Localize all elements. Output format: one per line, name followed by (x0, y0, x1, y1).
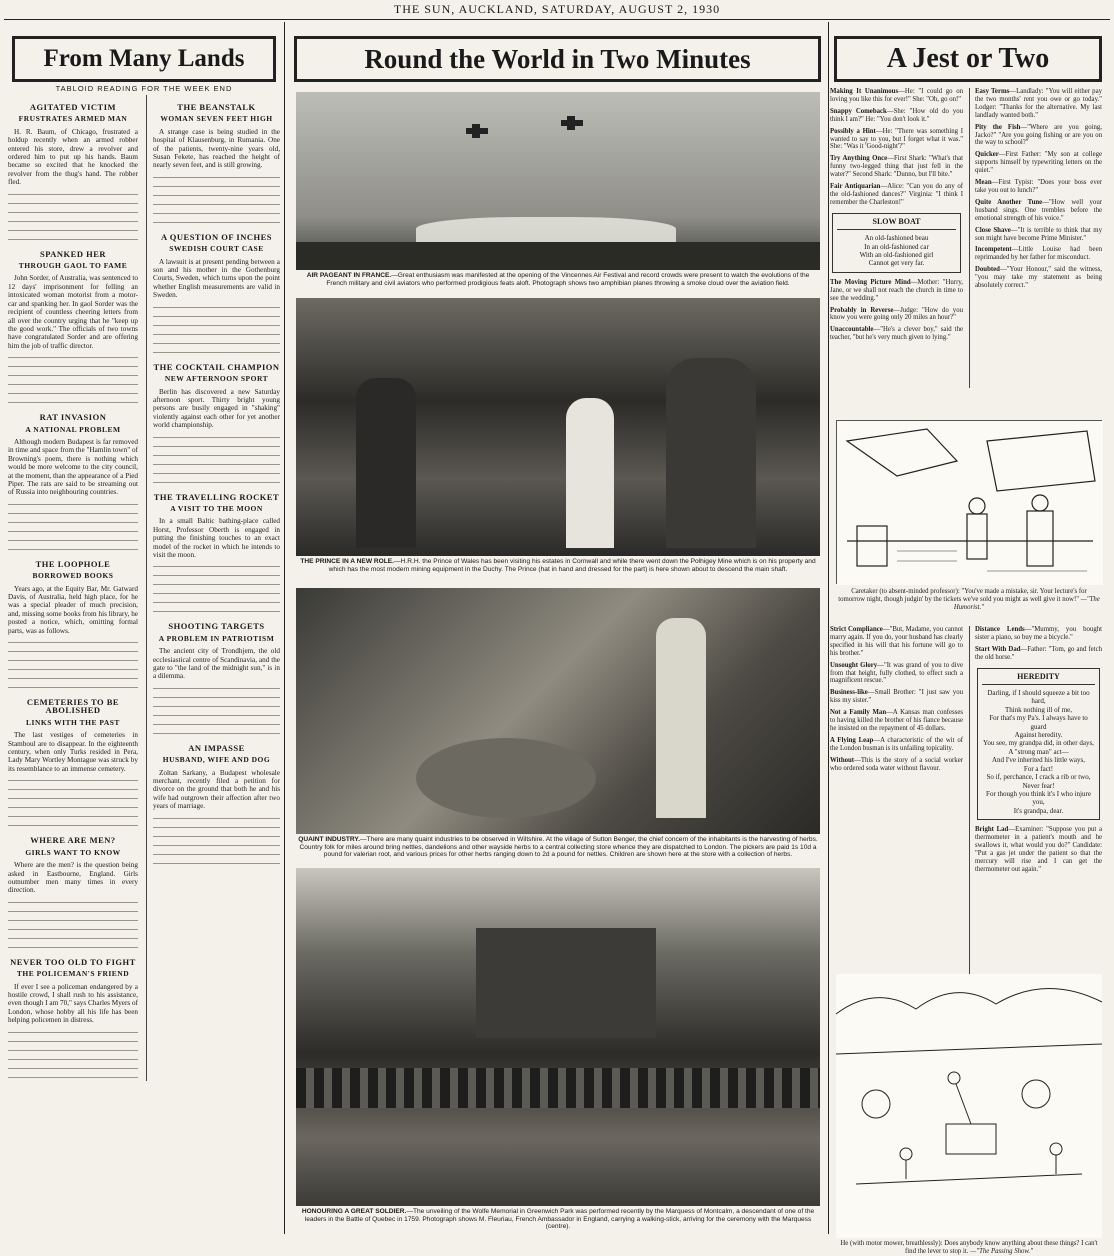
joke (975, 88, 1102, 120)
joke-title: Try Anything Once (830, 155, 888, 163)
text-line (8, 397, 138, 405)
joke (830, 155, 963, 179)
joke-title: Quite Another Tune (975, 198, 1043, 206)
article-headline: SPANKED HER (39, 248, 106, 259)
article-headline: SHOOTING TARGETS (168, 621, 265, 632)
text-line (8, 517, 138, 525)
article-subhead: FRUSTRATES ARMED MAN (18, 114, 128, 124)
poem-line: It's grandpa, dear. (1013, 806, 1064, 815)
text-line (153, 606, 280, 614)
text-line (153, 849, 280, 857)
from-many-lands-section (8, 22, 280, 1234)
article-text: Years ago, at the Equity Bar, Mr. Gatward Davis, of Australia, held high place, for he was a special pleader of much precision, and, missing some books from his library, he posted a notice, which, omitting formal parts, was as follows. (8, 584, 138, 635)
column-divider-2 (828, 22, 829, 1234)
joke-text: —A characteristic of the wit of the London busman is its unfailing topicality. (830, 736, 963, 752)
professor-cartoon-caption: Caretaker (to absent-minded professor): "You've made a mistake, sir. Your lecture's for tomorrow night, though judgin' by the tickets we've sold you might as well give it now!" —"The Humorist." (838, 588, 1100, 611)
article-headline: WHERE ARE MEN? (30, 835, 116, 846)
text-line (8, 897, 138, 905)
text-line (153, 570, 280, 578)
article-subhead: THE POLICEMAN'S FRIEND (16, 969, 130, 979)
text-line (153, 181, 280, 189)
joke-title: Without (830, 756, 855, 764)
poem-line: In an old-fashioned car (864, 242, 929, 251)
jokes-right (969, 88, 1102, 388)
joke (975, 124, 1102, 148)
great-soldier-caption: HONOURING A GREAT SOLDIER.—The unveiling of the Wolfe Memorial in Greenwich Park was performed recently by the Marquess of Montcalm, a descendant of one of the leaders in the Battle of Quebec in 1759. Photograph shows M. Fleuriau, French Ambassador in England, carrying a walking-stick, arriving for the ceremony with the Marquess (centre). (301, 1208, 815, 1231)
text-line (8, 535, 138, 543)
joke-text: —"How well your husband sings. One trembles before the emotional strength of his voice." (975, 198, 1102, 222)
joke-text: —First Shark: "What's that funny two-legged thing that just fell in the water?" Second Shark: "Dunno, but I'll bite." (830, 155, 964, 179)
text-line (153, 347, 280, 355)
article-text: John Sorder, of Australia, was sentenced to 12 days' imprisonment for felling an intoxicated woman motorist from a motor-car and spanking her. In gaol Sorder was the recipient of countless cheering letters from all over the country urging that he "keep up the good work." The officials of two towns have congratulated Sorder and are offering him the job of traffic director. (8, 274, 138, 350)
joke-text: —Mother: "Hurry, Jane, or we shall not reach the church in time to see the wedding." (830, 278, 963, 302)
text-line (153, 692, 280, 700)
great-soldier-photo (296, 868, 820, 1206)
article-text: Where are the men? is the question being asked in Eastbourne, England. Girls outnumber men many times in every direction. (8, 861, 138, 895)
text-line (153, 683, 280, 691)
joke (975, 227, 1102, 243)
joke-title: Making It Unanimous (830, 88, 899, 95)
article-text: A strange case is being studied in the hospital of Klausenburg, in Rumania. One of the patients, twenty-nine years old, Susan Fekete, has reached the height of nearly seven feet, and is still growing. (152, 127, 280, 170)
text-line (153, 311, 280, 319)
text-line (8, 352, 138, 360)
air-pageant-caption: AIR PAGEANT IN FRANCE.—Great enthusiasm was manifested at the opening of the Vincennes Air Festival and record crowds were present to watch the evolutions of the French military and civil aviators who performed prodigious feats aloft. Photograph shows two amphibian planes throwing a smoke cloud over the aviation field. (306, 272, 810, 287)
joke (975, 266, 1102, 290)
text-line (153, 579, 280, 587)
section-title: A Jest or Two (834, 36, 1102, 82)
text-line (8, 1054, 138, 1062)
prince-caption: THE PRINCE IN A NEW ROLE.—H.R.H. the Prince of Wales has been visiting his estates in Cornwall and while there went down the Polhigey Mine which is on his property and which has the most modern mining equipment in the Duchy. The Prince (hat in hand and dressed for the part) is here shown about to descend the main shaft. (300, 558, 816, 573)
text-line (8, 924, 138, 932)
joke-text: —"Your Honour," said the witness, "you may take my statement as being absolutely correct." (975, 266, 1102, 290)
joke-title: Unsought Glory (830, 661, 878, 669)
jokes-left (830, 88, 963, 388)
text-line (153, 190, 280, 198)
poem-line: A "strong man" act— (1008, 747, 1069, 756)
text-line (153, 329, 280, 337)
joke-text: —Examiner: "Suppose you put a thermometer in a patient's mouth and he swallows it, what would you do?" Candidate: "Put a gas jet under the patient so that the mercury will rise and I can get the thermometer out again." (975, 826, 1102, 873)
jest-or-two-section (830, 22, 1106, 1255)
article-text: Although modern Budapest is far removed in time and space from the "Hamlin town" of Browning's poem, there is nothing which would be more welcome to the city council, at the moment, than the appearance of a Pied Piper. The rats are said to be streaming out of Russia into neighbouring countries. (8, 437, 138, 497)
text-line (153, 561, 280, 569)
text-line (8, 1072, 138, 1080)
text-line (8, 673, 138, 681)
joke (830, 108, 963, 124)
joke-text: —A Kansas man confesses to having killed the brother of his fiance because he insisted on the repayment of 45 dollars. (830, 709, 963, 732)
joke-text: —She: "How old do you think I am?" He: "You don't look it." (830, 107, 963, 123)
text-line (8, 508, 138, 516)
text-line (8, 526, 138, 534)
quaint-industry-photo (296, 588, 820, 834)
text-line (153, 588, 280, 596)
joke-title: Possibly a Hint (830, 127, 876, 135)
text-line (153, 822, 280, 830)
article-headline: THE LOOPHOLE (35, 558, 111, 569)
text-line (153, 338, 280, 346)
article-subhead: A PROBLEM IN PATRIOTISM (158, 633, 275, 643)
motor-mower-cartoon (836, 974, 1102, 1238)
joke-text: —This is the story of a social worker who ordered soda water without flavour. (830, 756, 963, 772)
joke (830, 626, 963, 658)
article-text: A lawsuit is at present pending between a son and his mother in the Gothenburg Courts, Sweden, which turns upon the point whether English measurements are valid in Sweden. (152, 257, 280, 300)
joke-title: Easy Terms (975, 88, 1010, 95)
article-text: The ancient city of Trondhjem, the old ecclesiastical centre of Scandinavia, and the gate to "the land of the midnight sun," is in a dilemma. (152, 647, 280, 681)
round-the-world-section (290, 22, 825, 1234)
joke-text: —"Where are you going, Jacko?" "Are you going fishing or are you on the way to school?" (975, 123, 1102, 147)
text-line (8, 499, 138, 507)
joke (975, 246, 1102, 262)
joke (830, 662, 963, 686)
joke-title: Doubted (975, 266, 1000, 274)
text-line (8, 207, 138, 215)
poem-line: And I've inherited his little ways, (991, 756, 1086, 765)
text-line (8, 234, 138, 242)
text-line (153, 710, 280, 718)
joke-title: The Moving Picture Mind (830, 278, 911, 286)
article-headline: THE COCKTAIL CHAMPION (153, 361, 280, 372)
text-line (153, 459, 280, 467)
joke (830, 737, 963, 753)
poem-line: Never fear! (1022, 781, 1055, 790)
article-headline: CEMETERIES TO BE ABOLISHED (26, 697, 120, 716)
poem-line: Against heredity. (1014, 731, 1063, 740)
text-line (153, 840, 280, 848)
text-line (8, 1027, 138, 1035)
article-headline: THE BEANSTALK (177, 102, 256, 112)
text-line (153, 813, 280, 821)
poem-line: For though you think it's I who injure you, (986, 789, 1091, 807)
poem-line: Think nothing ill of me, (1004, 705, 1073, 714)
poem-line: You see, my grandpa did, in other days, (983, 739, 1094, 748)
section-tagline: TABLOID READING FOR THE WEEK END (55, 84, 233, 93)
joke-text: —Landlady: "You will either pay the two months' rent you owe or go today." Lodger: "Thanks for the alternative. My last landlady wanted both." (975, 88, 1102, 119)
masthead: THE SUN, AUCKLAND, SATURDAY, AUGUST 2, 1930 (393, 2, 721, 16)
joke (830, 128, 963, 152)
prince-of-wales-photo (296, 298, 820, 556)
text-line (8, 370, 138, 378)
text-line (153, 208, 280, 216)
joke-title: A Flying Leap (830, 736, 874, 744)
text-line (153, 701, 280, 709)
joke-text: —Judge: "How do you know you were going only 20 miles an hour?" (830, 306, 964, 322)
joke-title: Start With Dad (975, 645, 1021, 653)
text-line (8, 915, 138, 923)
text-line (8, 906, 138, 914)
text-line (153, 597, 280, 605)
joke (830, 183, 963, 207)
joke-title: Snappy Comeback (830, 107, 887, 115)
joke-text: —He: "There was something I wanted to say to you, but I forget what it was." She: "Was it 'Good-night'?" (830, 127, 963, 151)
text-line (8, 1063, 138, 1071)
text-line (153, 468, 280, 476)
joke (830, 689, 963, 705)
joke-text: —"It was grand of you to dive from that height, fully clothed, to effect such a magnificent rescue." (830, 661, 963, 685)
joke-title: Quicker (975, 151, 999, 159)
text-line (153, 441, 280, 449)
joke-title: Distance Lends (975, 626, 1025, 633)
joke-title: Strict Compliance (830, 626, 883, 633)
text-line (8, 544, 138, 552)
poem-line: With an old-fashioned girl (859, 251, 934, 259)
text-line (8, 682, 138, 690)
joke-text: —"It is terrible to think that my son might have become Prime Minister." (975, 226, 1102, 242)
text-line (8, 637, 138, 645)
article-text: In a small Baltic bathing-place called Horst, Professor Oberth is engaged in putting the finishing touches to an exact model of the rocket in which he intends to visit the moon. (152, 517, 280, 559)
text-line (8, 802, 138, 810)
joke (830, 88, 963, 104)
article-headline: AGITATED VICTIM (29, 102, 117, 112)
poem-line: For a fact! (1023, 764, 1054, 773)
text-line (153, 831, 280, 839)
text-line (153, 320, 280, 328)
article-headline: THE TRAVELLING ROCKET (153, 491, 280, 502)
text-line (8, 388, 138, 396)
text-line (153, 199, 280, 207)
heredity-poem: HEREDITY Darling, if I should squeeze a bit too hard, Think nothing ill of me, For that's my Pa's. I always have to guard Against heredity. You see, my grandpa did, in other days, A "strong man" act— And I've inherited his little ways, For a fact! So if, perchance, I crack a rib or two, Never fear! For though you think it's I who injure you, It's grandpa, dear. (977, 668, 1100, 821)
quaint-industry-caption: QUAINT INDUSTRY.—There are many quaint industries to be observed in Wiltshire. At the village of Sutton Benger, the chief concern of the inhabitants is the harvesting of herbs. Country folk for miles around bring nettles, dandelions and other wayside herbs to a central collecting store whence they are dispatched to London. The pickers are paid 1s 10d a pound for valerian root, and various prices for other herbs ranging down to 2d a pound for nettles. Children are shown here at the store with a collection of herbs. (298, 836, 818, 859)
text-line (8, 820, 138, 828)
joke (830, 709, 963, 733)
joke (975, 626, 1102, 642)
text-line (153, 450, 280, 458)
joke-title: Incompetent (975, 246, 1012, 254)
text-line (8, 933, 138, 941)
article-subhead: WOMAN SEVEN FEET HIGH (160, 114, 273, 124)
joke-text: —Alice: "Can you do any of the old-fashioned dances?" Virginia: "I think I remember the Charleston!" (830, 183, 963, 206)
joke-text: —Little Louise had been reprimanded by her father for misconduct. (975, 246, 1102, 262)
article-text: H. R. Baum, of Chicago, frustrated a holdup recently when an armed robber entered his store, drew a revolver and ordered him to put up his hands. Baum became so excited that he knocked the revolver from the thug's hand. The robber fled. (8, 127, 138, 187)
professor-cartoon (836, 420, 1102, 584)
text-line (8, 793, 138, 801)
joke-title: Not a Family Man (830, 709, 887, 717)
joke-text: —"But, Madame, you cannot marry again. If you do, your husband has clearly specified in his will that his fortune will go to his brother." (830, 626, 964, 657)
joke-text: —First Typist: "Does your boss ever take you out to lunch?" (975, 179, 1102, 194)
joke (975, 199, 1102, 223)
joke (830, 279, 963, 303)
article-headline: A QUESTION OF INCHES (160, 231, 272, 242)
article-subhead: THROUGH GAOL TO FAME (18, 261, 128, 271)
article-headline: RAT INVASION (39, 412, 107, 423)
poem-line: An old-fashioned beau (864, 234, 929, 243)
joke-text: —"He's a clever boy," said the teacher, "but he's very much given to lying." (830, 326, 963, 342)
text-line (8, 942, 138, 950)
text-line (8, 655, 138, 663)
poem-line: Cannot get very far. (868, 259, 925, 268)
text-line (153, 858, 280, 866)
joke (975, 646, 1102, 662)
text-line (8, 784, 138, 792)
article-subhead: LINKS WITH THE PAST (26, 717, 120, 727)
text-line (8, 225, 138, 233)
jokes-left-lower (830, 626, 963, 986)
joke-title: Pity the Fish (975, 123, 1021, 131)
text-line (8, 216, 138, 224)
column-divider-1 (284, 22, 285, 1234)
text-line (153, 302, 280, 310)
articles-left (8, 95, 138, 1081)
masthead-rule (4, 19, 1110, 20)
article-text: Berlin has discovered a new Saturday afternoon sport. Thirty bright young persons are busily engaged in "shaking" violently against each other for yet another world championship. (152, 387, 280, 430)
text-line (8, 775, 138, 783)
article-text: If ever I see a policeman endangered by a hostile crowd, I shall rush to his assistance, even though I am 70," says Charles Myers of London, whose hobby all his life has been helping policemen in distress. (8, 982, 138, 1025)
section-title: From Many Lands (12, 36, 276, 82)
joke-title: Unaccountable (830, 326, 874, 334)
article-subhead: BORROWED BOOKS (32, 571, 114, 581)
text-line (153, 719, 280, 727)
text-line (8, 1045, 138, 1053)
joke (975, 151, 1102, 175)
article-subhead: NEW AFTERNOON SPORT (164, 374, 269, 384)
joke (830, 326, 963, 342)
text-line (8, 811, 138, 819)
article-headline: AN IMPASSE (188, 742, 245, 753)
joke-text: —"Mummy, you bought sister a piano, so buy me a bicycle." (975, 626, 1103, 641)
article-text: The last vestiges of cemeteries in Stamboul are to disappear. In the eighteenth century, when only Turks resided in Pera, Lady Mary Wortley Montague was struck by its resemblance to an immense cemetery. (8, 731, 138, 773)
article-subhead: SWEDISH COURT CASE (169, 244, 264, 254)
article-subhead: A NATIONAL PROBLEM (25, 424, 121, 434)
joke-title: Business-like (830, 689, 868, 697)
text-line (153, 432, 280, 440)
motor-mower-caption: He (with motor mower, breathlessly): Does anybody know anything about these things? I can't find the lever to stop it. —"The Passing Show." (840, 1240, 1098, 1255)
poem-line: Darling, if I should squeeze a bit too hard, (987, 689, 1090, 706)
section-title: Round the World in Two Minutes (294, 36, 821, 82)
text-line (8, 1036, 138, 1044)
joke-text: —Father: "Tom, go and fetch the old horse." (975, 645, 1102, 661)
text-line (8, 664, 138, 672)
article-subhead: A VISIT TO THE MOON (170, 503, 263, 513)
joke-title: Fair Antiquarian (830, 183, 881, 191)
joke-title: Bright Lad (975, 826, 1009, 834)
articles-right (146, 95, 280, 1081)
slow-boat-poem: SLOW BOAT An old-fashioned beau In an old-fashioned car With an old-fashioned girl Cannot get very far. (832, 213, 961, 273)
joke (830, 307, 963, 323)
joke-title: Mean (975, 179, 992, 187)
article-subhead: GIRLS WANT TO KNOW (25, 847, 121, 857)
text-line (153, 217, 280, 225)
joke-title: Close Shave (975, 226, 1011, 234)
joke (975, 179, 1102, 195)
article-text: Zoltan Sarkany, a Budapest wholesale merchant, recently filed a petition for divorce on the ground that both he and his wife had outgrown their affection after two years of marriage. (152, 768, 280, 811)
joke (975, 826, 1102, 873)
text-line (8, 189, 138, 197)
text-line (153, 728, 280, 736)
text-line (153, 477, 280, 485)
text-line (8, 646, 138, 654)
joke-text: —He: "I could go on loving you like this for ever!" She: "Oh, go on!" (830, 88, 963, 103)
text-line (8, 361, 138, 369)
joke-title: Probably in Reverse (830, 306, 894, 314)
joke (830, 757, 963, 773)
air-pageant-photo (296, 92, 820, 270)
poem-line: So if, perchance, I crack a rib or two, (986, 773, 1091, 782)
text-line (8, 198, 138, 206)
joke-text: —Small Brother: "I just saw you kiss my sister." (830, 689, 963, 705)
text-line (8, 379, 138, 387)
joke-text: —First Father: "My son at college supports himself by typewriting letters on the quiet." (975, 151, 1102, 175)
article-subhead: HUSBAND, WIFE AND DOG (162, 755, 271, 765)
article-headline: NEVER TOO OLD TO FIGHT (10, 956, 136, 967)
jokes-right-lower (969, 626, 1102, 986)
poem-line: For that's my Pa's. I always have to guard (989, 714, 1088, 731)
text-line (153, 172, 280, 180)
